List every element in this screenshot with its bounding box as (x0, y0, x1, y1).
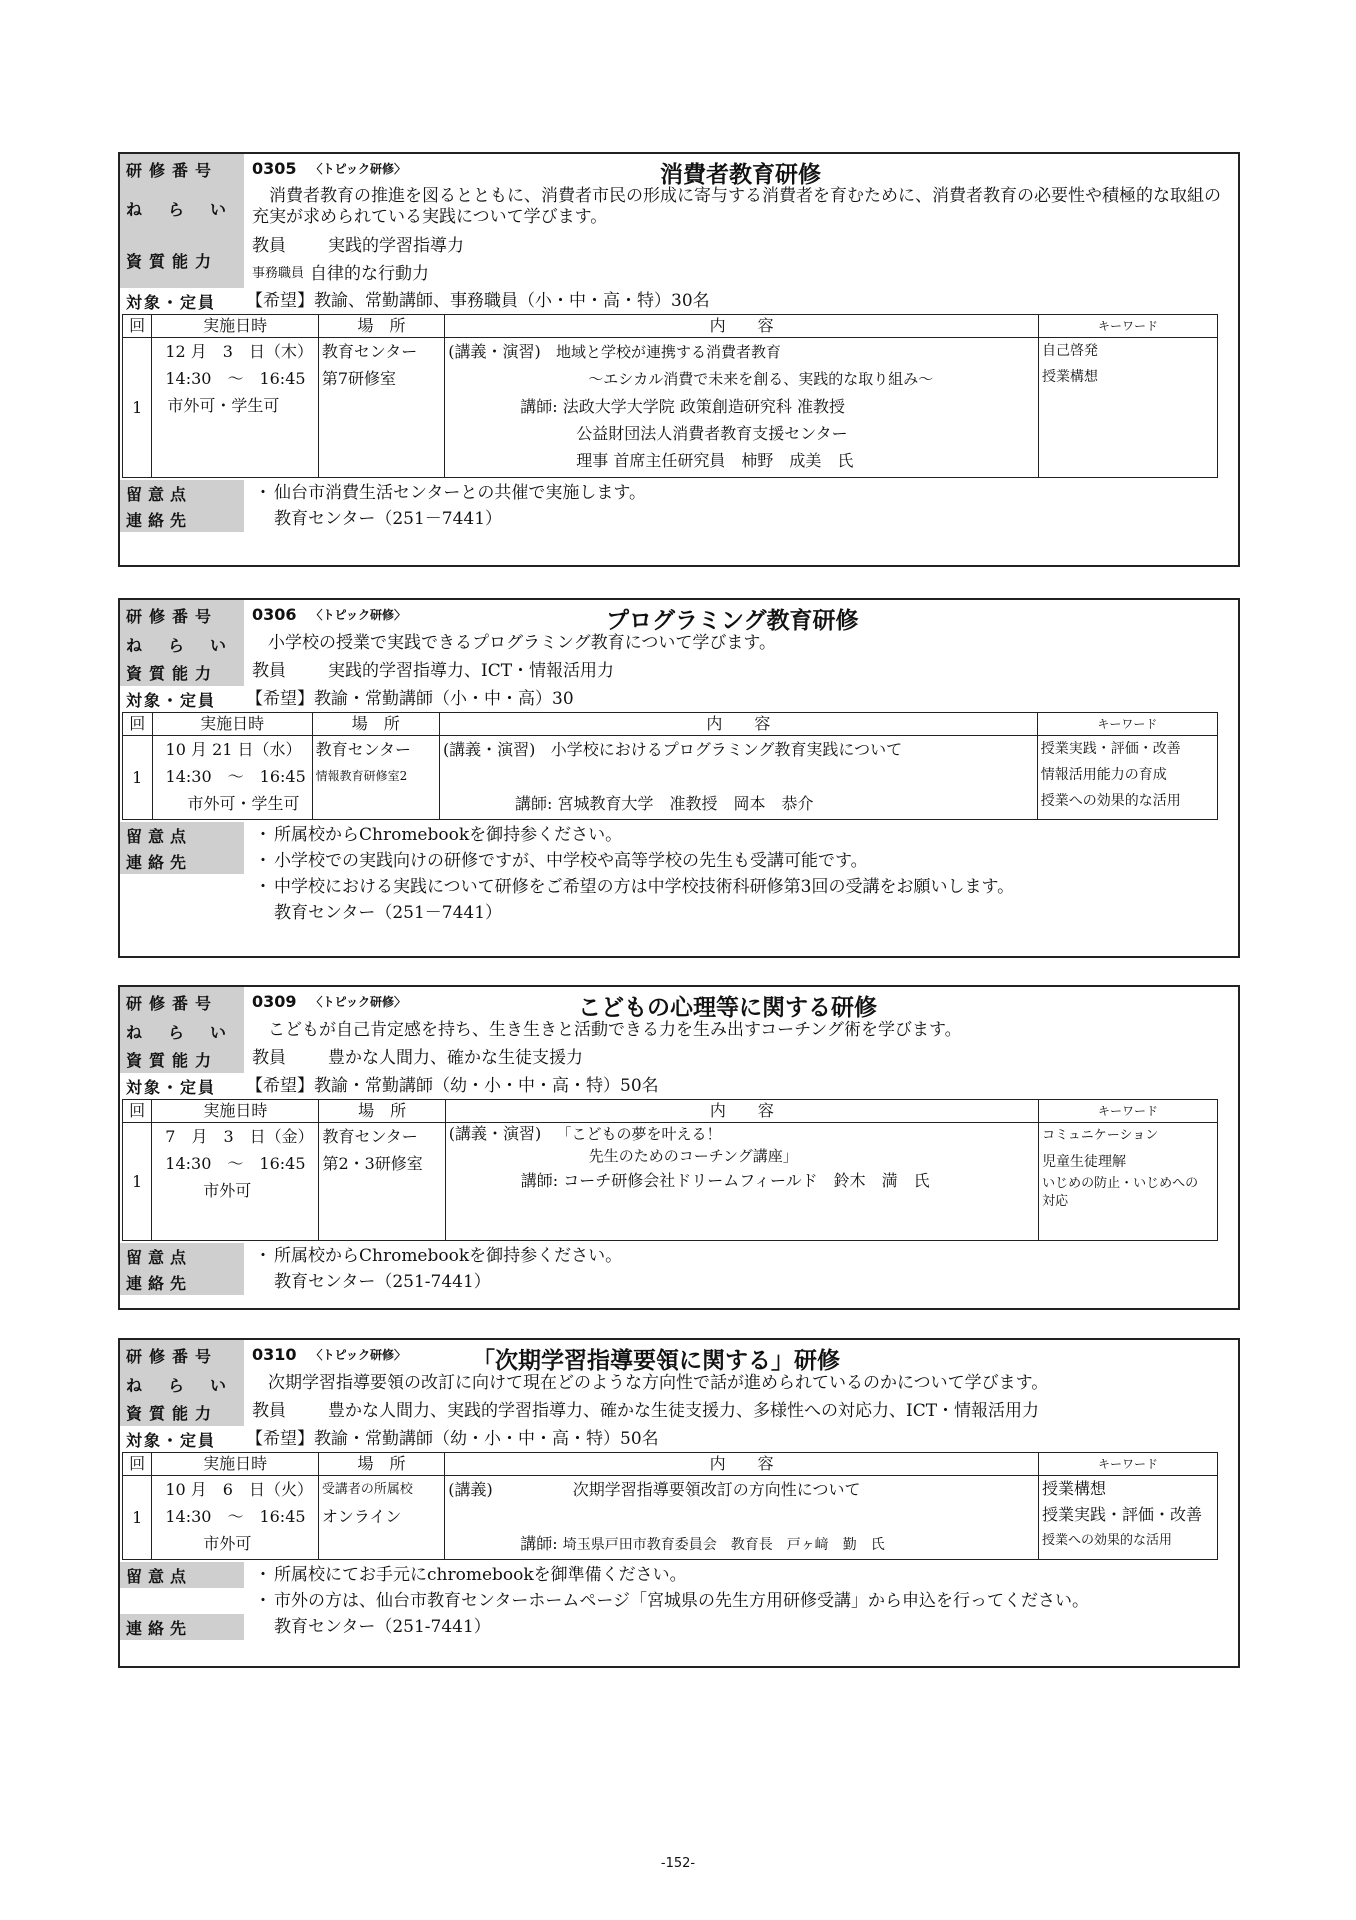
note-text: 市外の方は、仙台市教育センターホームページ「宮城県の先生方用研修受講」から申込を行ってください。 (274, 1591, 1089, 1611)
format: (講義・演習) (448, 1124, 542, 1143)
topic-tag: 〈トピック研修〉 (310, 995, 407, 1009)
contact-note: 中学校における実践について研修をご希望の方は中学校技術科研修第3回の受講をお願いします。 (274, 877, 1015, 897)
place-name: 受講者の所属校 (321, 1482, 413, 1497)
session-date: 7 月 3 日（金） (165, 1127, 314, 1146)
place-name: 教育センター (322, 1127, 418, 1146)
topic-tag: 〈トピック研修〉 (310, 162, 407, 176)
contact-text: 教育センター（251-7441） (274, 1617, 491, 1637)
aim-text: 次期学習指導要領の改訂に向けて現在どのような方向性で話が進められているのかについて学びます。 (268, 1373, 1049, 1393)
note-text: 仙台市消費生活センターとの共催で実施します。 (274, 483, 646, 503)
note-label: 留意点 (120, 1562, 244, 1588)
place-room: 情報教育研修室2 (315, 769, 408, 783)
keyword: 授業実践・評価・改善 (1041, 1505, 1202, 1524)
col-keyword-header: キーワード (1037, 713, 1217, 736)
note-text: 所属校からChromebookを御持参ください。 (274, 825, 623, 845)
contact-text: 教育センター（251-7441） (274, 1272, 491, 1292)
course-number-label: 研修番号 (120, 600, 244, 630)
skill-role: 事務職員 (252, 266, 305, 281)
col-place-header: 場 所 (318, 1453, 444, 1476)
place-room: 第2・3研修室 (322, 1154, 423, 1173)
skill-role: 教員 (252, 236, 286, 256)
session-time: 14:30 ～ 16:45 (165, 1154, 306, 1173)
lecturer-label: 講師: (520, 397, 558, 416)
content-line: 地域と学校が連携する消費者教育 (556, 343, 782, 361)
place-name: 教育センター (315, 740, 412, 759)
skill-text: 実践的学習指導力、ICT・情報活用力 (328, 661, 615, 681)
skill-text: 実践的学習指導力 (328, 236, 464, 256)
keyword: 自己啓発 (1041, 343, 1098, 359)
contact-text: 教育センター（251－7441） (274, 903, 503, 923)
format: (講義・演習) (442, 740, 536, 759)
target-label: 対象・定員 (126, 1077, 217, 1097)
session-date: 10 月 21 日（水） (165, 740, 302, 759)
topic-tag: 〈トピック研修〉 (310, 608, 407, 622)
session-extra: 市外可・学生可 (167, 396, 280, 415)
keyword: 授業への効果的な活用 (1040, 793, 1181, 809)
lecturer: 埼玉県戸田市教育委員会 教育長 戸ヶ﨑 勤 氏 (562, 1537, 885, 1553)
keyword: 授業実践・評価・改善 (1040, 741, 1181, 757)
note-label: 留意点 (120, 1243, 244, 1269)
target-text: 【希望】教諭・常勤講師（幼・小・中・高・特）50名 (246, 1076, 659, 1096)
col-content-header: 内 容 (439, 713, 1037, 736)
lecturer: コーチ研修会社ドリームフィールド 鈴木 満 氏 (563, 1171, 930, 1190)
content-line: ～エシカル消費で未来を創る、実践的な取り組み～ (588, 370, 934, 388)
keyword: 情報活用能力の育成 (1040, 767, 1167, 783)
schedule-table (122, 1099, 1218, 1241)
lecturer: 公益財団法人消費者教育支援センター (576, 424, 848, 443)
note-label: 留意点 (120, 480, 244, 506)
lecturer-label: 講師: (514, 794, 553, 813)
col-date-header: 実施日時 (152, 315, 319, 338)
skill-text: 豊かな人間力、実践的学習指導力、確かな生徒支援力、多様性への対応力、ICT・情報活用力 (328, 1401, 1040, 1421)
lecturer-label: 講師: (520, 1534, 558, 1553)
skill-role: 教員 (252, 661, 286, 681)
target-label: 対象・定員 (126, 1430, 217, 1450)
session-number: 1 (123, 736, 153, 820)
keyword: いじめの防止・いじめへの対応 (1042, 1176, 1199, 1209)
col-no-header: 回 (123, 1100, 152, 1123)
aim-text: 消費者教育の推進を図るとともに、消費者市民の形成に寄与する消費者を育むために、消費者教育の必要性や積極的な取組の充実が求められている実践について学びます。 (252, 186, 1221, 227)
target-text: 【希望】教諭・常勤講師（小・中・高）30 (246, 689, 574, 709)
keyword: 児童生徒理解 (1042, 1154, 1127, 1170)
skill-role: 教員 (252, 1048, 286, 1068)
content-line: 次期学習指導要領改訂の方向性について (572, 1480, 861, 1499)
course-number: 0306 (252, 605, 297, 624)
target-text: 【希望】教諭、常勤講師、事務職員（小・中・高・特）30名 (246, 291, 710, 311)
course-card-0309: 研修番号 0309 〈トピック研修〉 こどもの心理等に関する研修 ねらい こどもが自己肯定感を持ち、生き生きと活動できる力を生み出すコーチング術を学びます。 資質能力 教員 豊かな人間力、確かな生徒支援力 対象・定員 【希望】教諭・常勤講師（幼・小・中・高・特）50名 回 実施日時 場 所 内 容 キーワード 1 7 月 3 日（金） 14:30 ～ 16:45 市外可 教育センター 第2・3研修室 (講義・演習) 「こどもの夢を叶える！ 先生のためのコーチング講座」 講師: コーチ研修会社ドリームフィールド 鈴木 満 氏 コミュニケーション 児童生徒理解 いじめの防止・いじめへの対応 留意点 ・ 所属校からChromebookを御持参ください。 連絡先 教育センター（251-7441） (118, 985, 1240, 1310)
session-date: 10 月 6 日（火） (165, 1480, 313, 1499)
session-time: 14:30 ～ 16:45 (165, 369, 306, 388)
schedule-table (122, 314, 1218, 478)
course-title: 消費者教育研修 (660, 162, 821, 188)
skill-label: 資質能力 (120, 658, 244, 686)
lecturer-label: 講師: (520, 1171, 559, 1190)
course-card-0306: 研修番号 0306 〈トピック研修〉 プログラミング教育研修 ねらい 小学校の授業で実践できるプログラミング教育について学びます。 資質能力 教員 実践的学習指導力、ICT・情報活用力 対象・定員 【希望】教諭・常勤講師（小・中・高）30 回 実施日時 場 所 内 容 キーワード 1 10 月 21 日（水） 14:30 ～ 16:45 市外可・学生可 教育センター 情報教育研修室2 (講義・演習) 小学校におけるプログラミング教育実践について 講師: 宮城教育大学 准教授 岡本 恭介 授業実践・評価・改善 情報活用能力の育成 授業への効果的な活用 留意点 ・ 所属校からChromebookを御持参ください。 連絡先 ・ 小学校での実践向けの研修ですが、中学校や高等学校の先生も受講可能です。 ・ 中学校における実践について研修をご希望の方は中学校技術科研修第3回の受講をお願いします。 教育センター（251－7441） (118, 598, 1240, 958)
content-line: 先生のためのコーチング講座」 (588, 1147, 798, 1165)
skill-label: 資質能力 (120, 1398, 244, 1426)
target-label: 対象・定員 (126, 292, 217, 312)
note-text: 所属校からChromebookを御持参ください。 (274, 1246, 623, 1266)
note-text: 所属校にてお手元にchromebookを御準備ください。 (274, 1565, 687, 1585)
lecturer: 法政大学大学院 政策創造研究科 准教授 (562, 397, 845, 416)
target-text: 【希望】教諭・常勤講師（幼・小・中・高・特）50名 (246, 1429, 659, 1449)
course-number-label: 研修番号 (120, 987, 244, 1017)
col-no-header: 回 (123, 1453, 152, 1476)
schedule-table (122, 1452, 1218, 1560)
col-place-header: 場 所 (318, 315, 444, 338)
format: (講義・演習) (448, 342, 541, 361)
session-number: 1 (123, 1476, 152, 1560)
target-label: 対象・定員 (126, 690, 217, 710)
aim-label: ねらい (120, 1370, 244, 1398)
keyword: 授業構想 (1041, 1479, 1106, 1498)
col-date-header: 実施日時 (152, 713, 312, 736)
course-title: 「次期学習指導要領に関する」研修 (472, 1348, 840, 1374)
keyword: 授業構想 (1041, 369, 1098, 385)
col-place-header: 場 所 (319, 1100, 445, 1123)
course-card-0310: 研修番号 0310 〈トピック研修〉 「次期学習指導要領に関する」研修 ねらい 次期学習指導要領の改訂に向けて現在どのような方向性で話が進められているのかについて学びます。 資質能力 教員 豊かな人間力、実践的学習指導力、確かな生徒支援力、多様性への対応力、ICT・情報活用力 対象・定員 【希望】教諭・常勤講師（幼・小・中・高・特）50名 回 実施日時 場 所 内 容 キーワード 1 10 月 6 日（火） 14:30 ～ 16:45 市外可 受講者の所属校 オンライン (講義) 次期学習指導要領改訂の方向性について 講師: 埼玉県戸田市教育委員会 教育長 戸ヶ﨑 勤 氏 授業構想 授業実践・評価・改善 授業への効果的な活用 留意点 ・ 所属校にてお手元にchromebookを御準備ください。 ・ 市外の方は、仙台市教育センターホームページ「宮城県の先生方用研修受講」から申込を行ってください。 連絡先 教育センター（251-7441） (118, 1338, 1240, 1668)
col-content-header: 内 容 (445, 1453, 1039, 1476)
skill-text: 豊かな人間力、確かな生徒支援力 (328, 1048, 583, 1068)
place-room: 第7研修室 (321, 369, 397, 388)
contact-label: 連絡先 (120, 1269, 244, 1295)
course-number-label: 研修番号 (120, 1340, 244, 1370)
skill-role: 教員 (252, 1401, 286, 1421)
skill-label: 資質能力 (120, 232, 244, 288)
content-line: 「こどもの夢を叶える！ (556, 1125, 722, 1143)
course-number: 0305 (252, 159, 297, 178)
aim-label: ねらい (120, 630, 244, 658)
course-number: 0309 (252, 992, 297, 1011)
note-label: 留意点 (120, 822, 244, 848)
col-keyword-header: キーワード (1038, 315, 1217, 338)
session-number: 1 (123, 1123, 152, 1241)
contact-text: 教育センター（251－7441） (274, 509, 503, 529)
contact-note: 小学校での実践向けの研修ですが、中学校や高等学校の先生も受講可能です。 (274, 851, 868, 871)
lecturer: 宮城教育大学 准教授 岡本 恭介 (557, 794, 814, 813)
aim-text: 小学校の授業で実践できるプログラミング教育について学びます。 (268, 633, 776, 653)
col-keyword-header: キーワード (1039, 1100, 1218, 1123)
session-extra: 市外可・学生可 (187, 794, 300, 813)
page-number: -152- (660, 1856, 696, 1871)
place-name: 教育センター (321, 342, 418, 361)
col-place-header: 場 所 (312, 713, 439, 736)
col-content-header: 内 容 (445, 1100, 1038, 1123)
col-keyword-header: キーワード (1038, 1453, 1217, 1476)
keyword: コミュニケーション (1042, 1128, 1159, 1143)
session-number: 1 (123, 338, 152, 478)
session-extra: 市外可 (203, 1181, 252, 1200)
aim-label: ねらい (120, 1017, 244, 1045)
format: (講義) (448, 1480, 493, 1499)
session-extra: 市外可 (203, 1534, 252, 1553)
session-time: 14:30 ～ 16:45 (165, 1507, 306, 1526)
content-line: 小学校におけるプログラミング教育実践について (550, 740, 903, 759)
contact-label: 連絡先 (120, 506, 244, 532)
col-date-header: 実施日時 (152, 1453, 319, 1476)
place-room: オンライン (321, 1507, 402, 1526)
schedule-table (122, 712, 1218, 820)
col-no-header: 回 (123, 315, 152, 338)
contact-label: 連絡先 (120, 1614, 244, 1640)
course-title: プログラミング教育研修 (606, 608, 859, 634)
lecturer: 理事 首席主任研究員 柿野 成美 氏 (576, 451, 854, 470)
col-date-header: 実施日時 (152, 1100, 319, 1123)
session-time: 14:30 ～ 16:45 (165, 767, 306, 786)
course-title: こどもの心理等に関する研修 (578, 995, 877, 1021)
session-date: 12 月 3 日（木） (165, 342, 313, 361)
topic-tag: 〈トピック研修〉 (310, 1348, 407, 1362)
course-card-0305: 研修番号 0305 〈トピック研修〉 消費者教育研修 ねらい 消費者教育の推進を図るとともに、消費者市民の形成に寄与する消費者を育むために、消費者教育の必要性や積極的な取組の充実が求められている実践について学びます。 資質能力 教員 実践的学習指導力 事務職員 自律的な行動力 対象・定員 【希望】教諭、常勤講師、事務職員（小・中・高・特）30名 回 実施日時 場 所 内 容 キーワード 1 12 月 3 日（木） 14:30 ～ 16:45 市外可・学生可 教育センター 第7研修室 (講義・演習) 地域と学校が連携する消費者教育 ～エシカル消費で未来を創る、実践的な取り組み～ 講師: 法政大学大学院 政策創造研究科 准教授 公益財団法人消費者教育支援センター 理事 首席主任研究員 柿野 成美 氏 自己啓発 授業構想 留意点 ・ 仙台市消費生活センターとの共催で実施します。 連絡先 教育センター（251－7441） (118, 152, 1240, 567)
col-content-header: 内 容 (445, 315, 1039, 338)
course-number: 0310 (252, 1345, 297, 1364)
col-no-header: 回 (123, 713, 153, 736)
skill-label: 資質能力 (120, 1045, 244, 1073)
keyword: 授業への効果的な活用 (1041, 1533, 1172, 1548)
course-number-label: 研修番号 (120, 154, 244, 184)
contact-label: 連絡先 (120, 848, 244, 874)
skill-text: 自律的な行動力 (310, 264, 430, 284)
aim-label: ねらい (120, 184, 244, 232)
aim-text: こどもが自己肯定感を持ち、生き生きと活動できる力を生み出すコーチング術を学びます。 (268, 1020, 962, 1040)
